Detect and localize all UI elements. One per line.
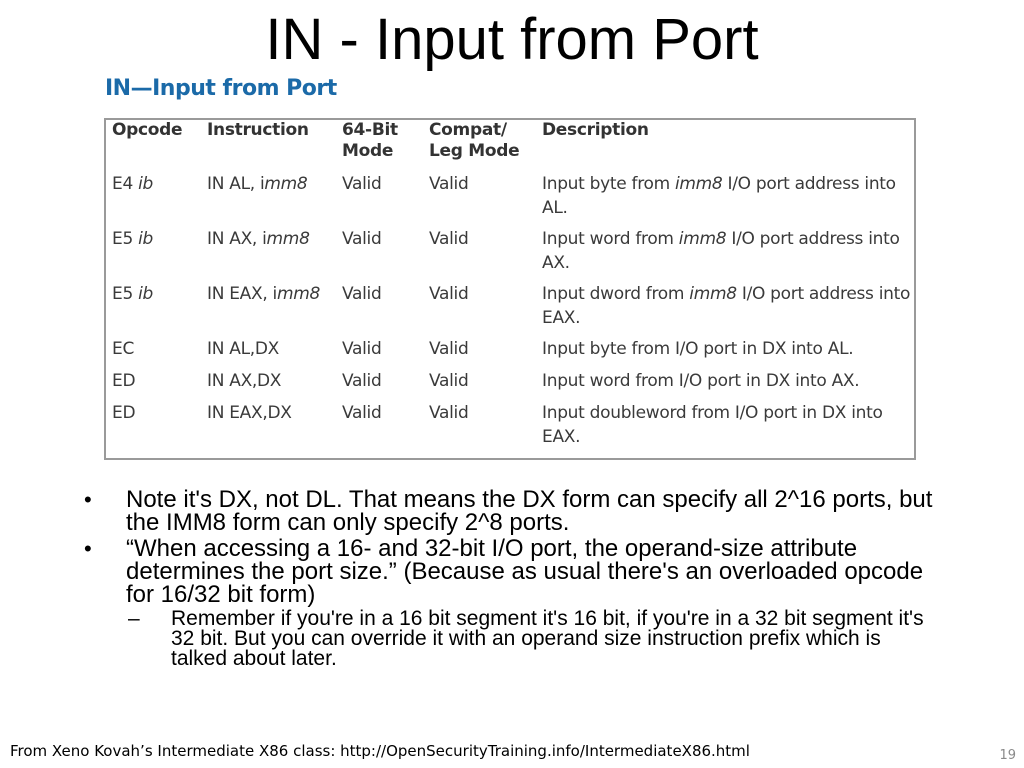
- cell-description: [542, 172, 912, 227]
- cell-opcode: [106, 227, 207, 282]
- table-row: [106, 172, 912, 227]
- cell-opcode: ED: [112, 403, 136, 423]
- cell-instruction: [207, 227, 342, 282]
- instruction-reference-figure: [104, 74, 916, 460]
- column-header-instruction: Instruction: [207, 120, 309, 140]
- column-header-compat-line1: Compat/: [429, 120, 507, 140]
- cell-compat-mode: Valid: [429, 371, 469, 391]
- cell-description: Input byte from I/O port in DX into AL.: [542, 339, 854, 359]
- table-row: [106, 227, 912, 282]
- instruction-text: IN EAX, i: [207, 284, 277, 304]
- instruction-text: IN AX, i: [207, 229, 267, 249]
- cell-opcode: [106, 172, 207, 227]
- figure-heading: IN—Input from Port: [105, 76, 337, 101]
- description-text: Input word from: [542, 229, 679, 249]
- cell-64bit-mode: Valid: [342, 339, 382, 359]
- cell-description: [542, 227, 912, 282]
- table-row: [106, 282, 912, 337]
- instruction-operand: mm8: [276, 284, 321, 304]
- page-number: 19: [999, 748, 1016, 763]
- cell-description: Input doubleword from I/O port in DX into EAX.: [542, 403, 883, 447]
- column-header-compat-line2: Leg Mode: [429, 141, 520, 161]
- opcode-text: E5: [112, 229, 133, 249]
- cell-64bit-mode: Valid: [342, 403, 382, 423]
- cell-description: [542, 282, 912, 337]
- column-header-opcode: Opcode: [112, 120, 183, 140]
- cell-compat-mode: Valid: [429, 339, 469, 359]
- opcode-text: E4: [112, 174, 133, 194]
- bullet-item: [84, 488, 934, 534]
- opcode-table: [106, 120, 912, 456]
- cell-instruction: [207, 282, 342, 337]
- table-row: [106, 337, 912, 369]
- description-text: Input byte from: [542, 174, 675, 194]
- cell-instruction: [207, 172, 342, 227]
- bullet-item: [84, 537, 934, 606]
- slide-title: IN - Input from Port: [265, 7, 759, 72]
- cell-description: Input word from I/O port in DX into AX.: [542, 371, 860, 391]
- bullet-marker: •: [84, 536, 92, 561]
- cell-instruction: IN AL,DX: [207, 339, 279, 359]
- opcode-operand: ib: [138, 229, 153, 249]
- opcode-operand: ib: [138, 284, 153, 304]
- description-text-end: I/O port address into AX.: [542, 229, 900, 273]
- cell-compat-mode: Valid: [429, 229, 469, 249]
- cell-opcode: EC: [112, 339, 135, 359]
- column-header-64bit-line1: 64-Bit: [342, 120, 398, 140]
- cell-64bit-mode: Valid: [342, 174, 382, 194]
- column-header-description: Description: [542, 120, 649, 140]
- sub-bullet-text: Remember if you're in a 16 bit segment it's 16 bit, if you're in a 32 bit segment it's 32 bit. But you can override it with an operand size instruction prefix which is talked about later.: [171, 607, 924, 670]
- table-row: [106, 401, 912, 456]
- table-header-row: [106, 120, 912, 172]
- column-header-64bit-line2: Mode: [342, 141, 394, 161]
- sub-bullet-item: [84, 609, 934, 669]
- cell-opcode: [106, 282, 207, 337]
- description-operand: imm8: [674, 174, 723, 194]
- description-text-end: I/O port address into EAX.: [542, 284, 911, 328]
- description-operand: imm8: [678, 229, 727, 249]
- instruction-operand: mm8: [264, 174, 308, 194]
- cell-compat-mode: Valid: [429, 403, 469, 423]
- cell-64bit-mode: Valid: [342, 229, 382, 249]
- cell-64bit-mode: Valid: [342, 371, 382, 391]
- bullet-text: “When accessing a 16- and 32-bit I/O port, the operand-size attribute determines the port size.” (Because as usual there's an overloaded opcode for 16/32 bit form): [126, 535, 924, 608]
- bullet-text: Note it's DX, not DL. That means the DX form can specify all 2^16 ports, but the IMM8 form can only specify 2^8 ports.: [126, 486, 933, 536]
- instruction-text: IN AL, i: [207, 174, 265, 194]
- table-row: [106, 369, 912, 401]
- cell-compat-mode: Valid: [429, 284, 469, 304]
- instruction-operand: mm8: [266, 229, 310, 249]
- cell-instruction: IN AX,DX: [207, 371, 282, 391]
- cell-instruction: IN EAX,DX: [207, 403, 292, 423]
- cell-compat-mode: Valid: [429, 174, 469, 194]
- description-text-end: I/O port address into AL.: [542, 174, 896, 218]
- cell-opcode: ED: [112, 371, 136, 391]
- bullet-list: [84, 488, 934, 669]
- footer-source-credit: From Xeno Kovah’s Intermediate X86 class: http://OpenSecurityTraining.info/IntermediateX86.html: [10, 742, 750, 760]
- bullet-marker: •: [84, 487, 92, 512]
- description-operand: imm8: [689, 284, 737, 304]
- opcode-table-frame: [104, 118, 916, 460]
- opcode-operand: ib: [138, 174, 153, 194]
- description-text: Input dword from: [542, 284, 690, 304]
- column-header-compat-mode: [429, 120, 542, 172]
- column-header-64bit-mode: [342, 120, 429, 172]
- cell-64bit-mode: Valid: [342, 284, 382, 304]
- sub-bullet-marker: –: [128, 607, 140, 630]
- opcode-text: E5: [112, 284, 133, 304]
